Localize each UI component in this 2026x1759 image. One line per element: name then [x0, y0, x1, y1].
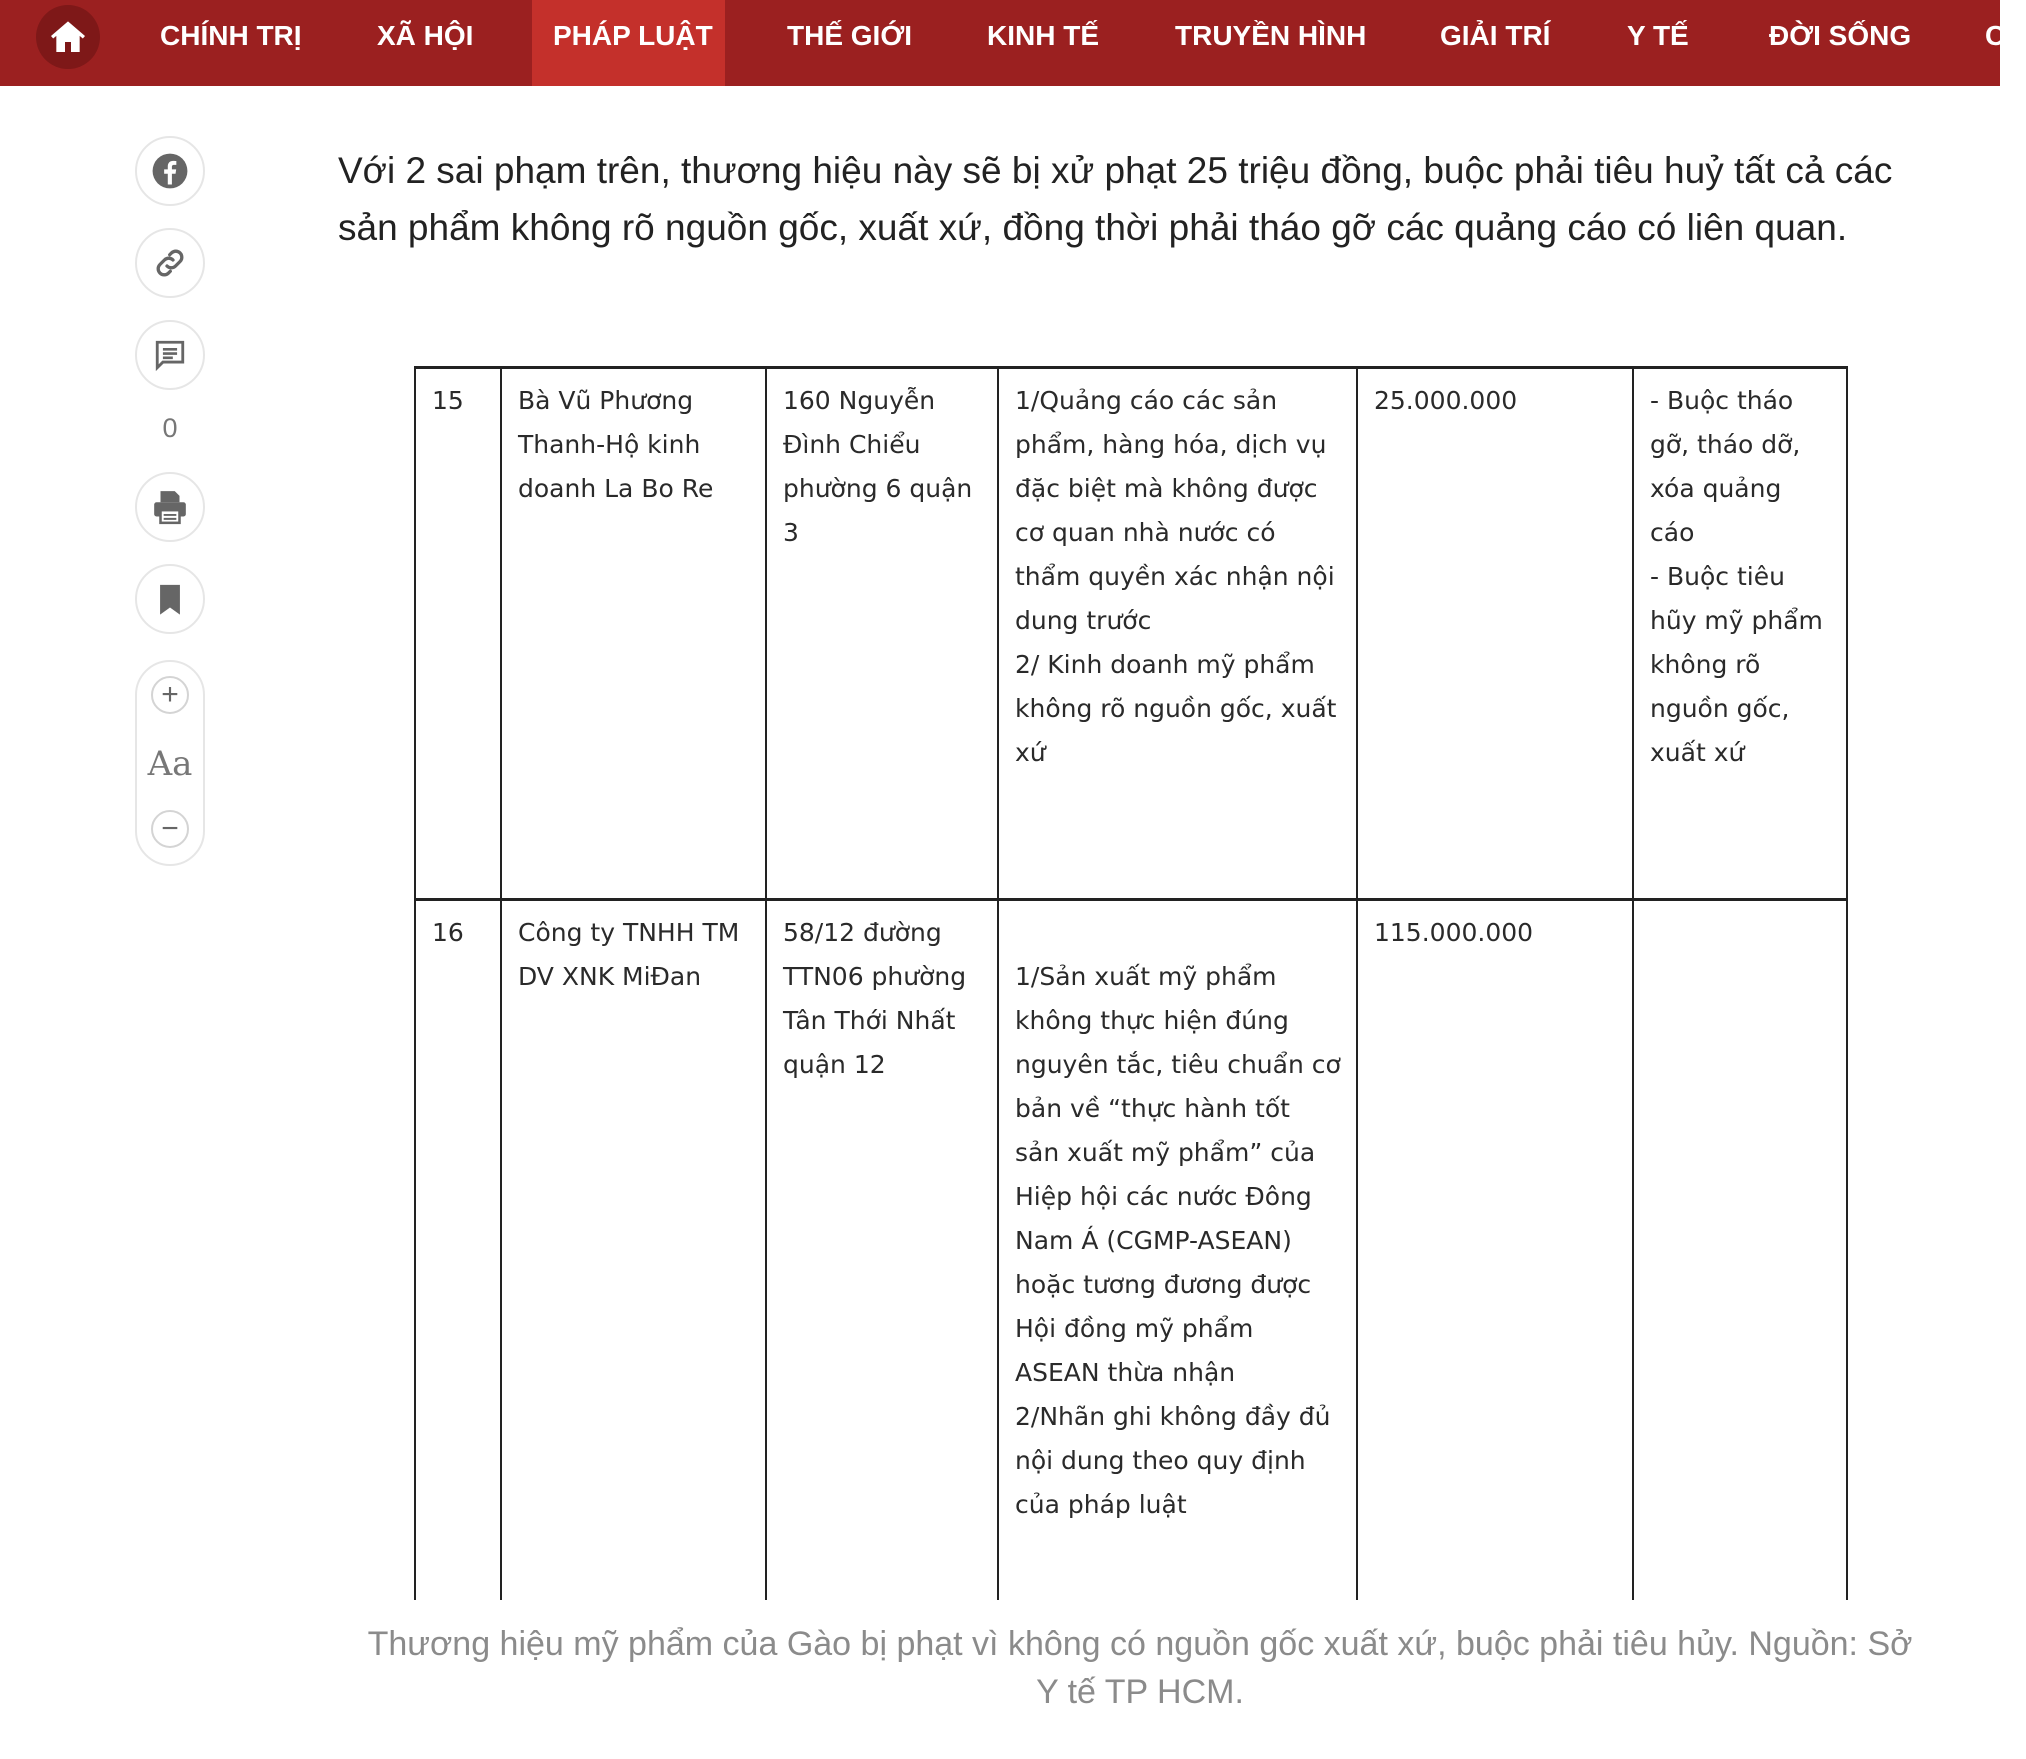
- violation-table: [414, 366, 1848, 1600]
- decrease-font-button[interactable]: −: [151, 810, 189, 848]
- violator-name: Công ty TNHH TM DV XNK MiĐan: [501, 900, 766, 1600]
- nav-item-phap-luat[interactable]: PHÁP LUẬT: [532, 0, 725, 86]
- violator-address: 58/12 đường TTN06 phường Tân Thới Nhất quận 12: [766, 900, 998, 1600]
- nav-item-doi-song[interactable]: ĐỜI SỐNG: [1769, 20, 1912, 51]
- nav-item-xa-hoi[interactable]: XÃ HỘI: [377, 20, 474, 51]
- link-icon: [152, 245, 188, 281]
- print-icon: [151, 488, 189, 526]
- facebook-icon: [151, 152, 189, 190]
- copy-link-button[interactable]: [135, 228, 205, 298]
- home-button[interactable]: [36, 5, 100, 69]
- row-number: 15: [415, 368, 501, 900]
- nav-item-giai-tri[interactable]: GIẢI TRÍ: [1440, 20, 1551, 51]
- image-caption: Thương hiệu mỹ phẩm của Gào bị phạt vì không có nguồn gốc xuất xứ, buộc phải tiêu hủy. Nguồn: Sở Y tế TP HCM.: [367, 1625, 1913, 1711]
- violation-description: 1/Quảng cáo các sản phẩm, hàng hóa, dịch vụ đặc biệt mà không được cơ quan nhà nước có thẩm quyền xác nhận nội dung trước 2/ Kinh doanh mỹ phẩm không rõ nguồn gốc, xuất xứ: [998, 368, 1357, 900]
- violation-description: 1/Sản xuất mỹ phẩm không thực hiện đúng nguyên tắc, tiêu chuẩn cơ bản về “thực hành tốt sản xuất mỹ phẩm” của Hiệp hội các nước Đông Nam Á (CGMP-ASEAN) hoặc tương đương được Hội đồng mỹ phẩm ASEAN thừa nhận 2/Nhãn ghi không đầy đủ nội dung theo quy định của pháp luật: [998, 900, 1357, 1600]
- violation-table-image: [414, 366, 1846, 1598]
- increase-font-button[interactable]: +: [151, 676, 189, 714]
- bookmark-button[interactable]: [135, 564, 205, 634]
- share-facebook-button[interactable]: [135, 136, 205, 206]
- fine-amount: 25.000.000: [1357, 368, 1633, 900]
- font-size-control: [135, 660, 205, 866]
- remedy-measures: - Buộc tháo gỡ, tháo dỡ, xóa quảng cáo - Buộc tiêu hũy mỹ phẩm không rõ nguồn gốc, xuất xứ: [1633, 368, 1847, 900]
- fine-amount: 115.000.000: [1357, 900, 1633, 1600]
- comment-button[interactable]: [135, 320, 205, 390]
- nav-item-kinh-te[interactable]: KINH TẾ: [987, 20, 1099, 51]
- nav-item-y-te[interactable]: Y TẾ: [1627, 20, 1689, 51]
- nav-item-truyen-hinh[interactable]: TRUYỀN HÌNH: [1175, 20, 1367, 51]
- comment-count: 0: [162, 413, 178, 443]
- violator-name: Bà Vũ Phương Thanh-Hộ kinh doanh La Bo Re: [501, 368, 766, 900]
- table-row: [415, 900, 1847, 1600]
- nav-item-the-gioi[interactable]: THẾ GIỚI: [787, 20, 913, 51]
- nav-item-chinh-tri[interactable]: CHÍNH TRỊ: [160, 20, 302, 51]
- row-number: 16: [415, 900, 501, 1600]
- article-paragraph: Với 2 sai phạm trên, thương hiệu này sẽ bị xử phạt 25 triệu đồng, buộc phải tiêu huỷ tất cả các sản phẩm không rõ nguồn gốc, xuất xứ, đồng thời phải tháo gỡ các quảng cáo có liên quan.: [338, 150, 1893, 248]
- bookmark-icon: [153, 580, 187, 618]
- print-button[interactable]: [135, 472, 205, 542]
- remedy-measures: [1633, 900, 1847, 1600]
- home-icon: [48, 17, 88, 57]
- table-row: [415, 368, 1847, 900]
- font-size-label: Aa: [147, 744, 193, 784]
- violator-address: 160 Nguyễn Đình Chiểu phường 6 quận 3: [766, 368, 998, 900]
- nav-item-more[interactable]: C: [1985, 20, 2006, 51]
- comment-icon: [153, 338, 187, 372]
- top-nav: [0, 0, 2006, 86]
